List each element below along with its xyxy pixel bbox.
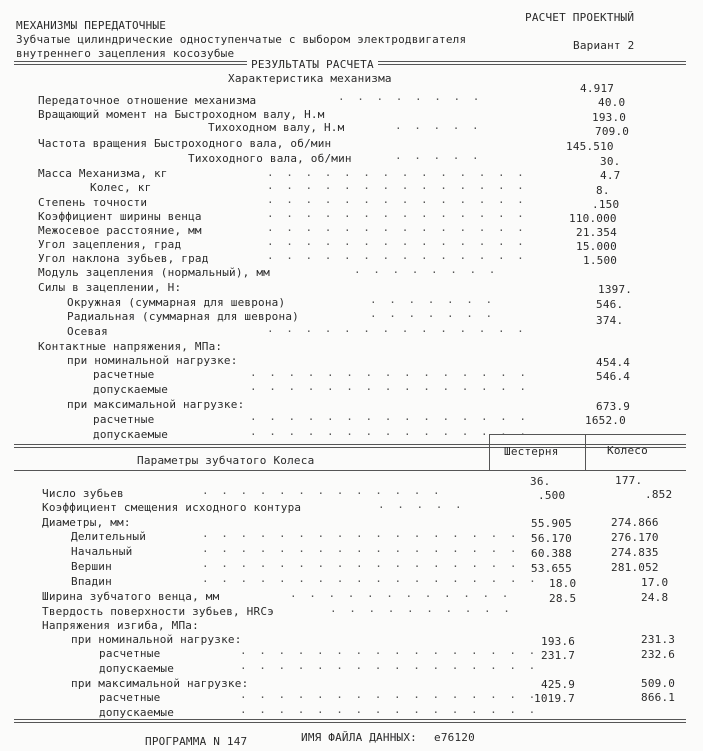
dot-leader: . . . . . xyxy=(395,119,482,132)
table-cell-pinion: 36. xyxy=(530,475,551,488)
dot-leader: . . . . . . . xyxy=(370,307,496,320)
divider xyxy=(585,434,586,470)
row-label: Угол наклона зубьев, град xyxy=(38,252,209,265)
dot-leader: . . . . . . . . . . . . . . . . . . xyxy=(202,542,539,555)
table-row-label: Вершин xyxy=(71,560,112,573)
table-cell-wheel: 231.3 xyxy=(641,633,676,646)
table-row-label: Впадин xyxy=(71,575,112,588)
table-cell-pinion: 53.655 xyxy=(531,562,572,575)
table-row-label: допускаемые xyxy=(99,662,175,675)
row-label: Передаточное отношение механизма xyxy=(38,94,257,107)
row-label: допускаемые xyxy=(93,383,169,396)
calc-type-label: РАСЧЕТ ПРОЕКТНЫЙ xyxy=(525,11,635,24)
dot-leader: . . . . . xyxy=(395,149,482,162)
dot-leader: . . . . . . . . . . xyxy=(330,602,513,615)
table-cell-pinion: 231.7 xyxy=(541,649,576,662)
dot-leader: . . . . . . . . . . . . . . . xyxy=(250,380,530,393)
dot-leader: . . . . . . . . . . . . . . xyxy=(267,207,527,220)
dot-leader: . . . . . . . . . . . . . . . . . . xyxy=(202,527,539,540)
table-row-label: при максимальной нагрузке: xyxy=(71,677,249,690)
row-label: Межосевое расстояние, мм xyxy=(38,224,202,237)
dot-leader: . . . . . . . . . . . . . . xyxy=(267,193,527,206)
divider xyxy=(14,470,686,471)
header-title: МЕХАНИЗМЫ ПЕРЕДАТОЧНЫЕ xyxy=(16,19,167,32)
row-label: Частота вращения Быстроходного вала, об/мин xyxy=(38,137,332,150)
row-label: Модуль зацепления (нормальный), мм xyxy=(38,266,270,279)
row-value: 1.500 xyxy=(583,254,618,267)
table-cell-wheel: 24.8 xyxy=(641,591,669,604)
dot-leader: . . . . . . . . . . . . . . . . xyxy=(240,659,539,672)
table-cell-wheel: 274.835 xyxy=(611,546,659,559)
table-cell-pinion: 28.5 xyxy=(549,592,577,605)
row-label: Колес, кг xyxy=(90,181,152,194)
dot-leader: . . . . . . . . . . . . . . xyxy=(267,322,527,335)
dot-leader: . . . . . . . . . . . . . . . xyxy=(250,410,530,423)
row-label: Контактные напряжения, МПа: xyxy=(38,340,223,353)
dot-leader: . . . . . . . . . . . . . xyxy=(202,484,443,497)
data-file-name: e76120 xyxy=(434,731,475,744)
header-subtitle: Зубчатые цилиндрические одноступенчатые с выбором электродвигателя xyxy=(16,33,467,46)
row-value: 145.510 xyxy=(566,140,614,153)
program-number: ПРОГРАММА N 147 xyxy=(145,735,248,748)
divider xyxy=(489,434,686,435)
table-cell-pinion: 18.0 xyxy=(549,577,577,590)
dot-leader: . . . . . xyxy=(378,498,465,511)
table-row-label: Начальный xyxy=(71,545,133,558)
table-row-label: Число зубьев xyxy=(42,487,124,500)
row-value: 21.354 xyxy=(576,226,617,239)
dot-leader: . . . . . . . . . . . . . . xyxy=(267,166,527,179)
row-value: 374. xyxy=(596,314,624,327)
dot-leader: . . . . . . . . . . . . xyxy=(290,587,512,600)
row-value: 40.0 xyxy=(598,96,626,109)
row-label: Угол зацепления, град xyxy=(38,238,182,251)
row-label: Окружная (суммарная для шеврона) xyxy=(67,296,286,309)
dot-leader: . . . . . . . . . . . . . . xyxy=(267,179,527,192)
table-row-label: Твердость поверхности зубьев, HRCэ xyxy=(42,605,274,618)
table-cell-wheel: 177. xyxy=(615,474,643,487)
dot-leader: . . . . . . . . . . . . . . xyxy=(267,221,527,234)
table-row-label: Ширина зубчатого венца, мм xyxy=(42,590,220,603)
dot-leader: . . . . . . . . . . . . . . . . xyxy=(240,703,539,716)
dot-leader: . . . . . . . . . . . . . . . . . . xyxy=(202,557,539,570)
row-value: 546.4 xyxy=(596,370,631,383)
table-row-label: при номинальной нагрузке: xyxy=(71,633,242,646)
row-value: 673.9 xyxy=(596,400,631,413)
table-cell-pinion: .500 xyxy=(538,489,566,502)
row-value: 709.0 xyxy=(595,125,630,138)
row-value: 8. xyxy=(596,184,610,197)
table-cell-pinion: 193.6 xyxy=(541,635,576,648)
dot-leader: . . . . . . . . xyxy=(338,90,483,103)
table-cell-wheel: 509.0 xyxy=(641,677,676,690)
row-value: 1397. xyxy=(598,283,633,296)
header-subtitle-2: внутреннего зацепления косозубые xyxy=(16,47,235,60)
row-label: допускаемые xyxy=(93,428,169,441)
dot-leader: . . . . . . . . . . . . . . . xyxy=(250,425,530,438)
column-header-pinion: Шестерня xyxy=(504,445,559,458)
divider xyxy=(489,434,490,470)
table-cell-wheel: 276.170 xyxy=(611,531,659,544)
row-label: Силы в зацеплении, Н: xyxy=(38,281,182,294)
dot-leader: . . . . . . . . xyxy=(354,263,499,276)
row-label: Осевая xyxy=(67,325,108,338)
row-label: расчетные xyxy=(93,368,155,381)
row-label: Коэффициент ширины венца xyxy=(38,210,202,223)
row-value: 30. xyxy=(600,155,621,168)
table-cell-pinion: 55.905 xyxy=(531,517,572,530)
table-cell-pinion: 1019.7 xyxy=(534,692,575,705)
row-label: Радиальная (суммарная для шеврона) xyxy=(67,310,299,323)
table-cell-wheel: 866.1 xyxy=(641,691,676,704)
results-title: РЕЗУЛЬТАТЫ РАСЧЕТА xyxy=(247,58,378,71)
row-value: 454.4 xyxy=(596,356,631,369)
row-value: 193.0 xyxy=(592,111,627,124)
table-title: Параметры зубчатого Колеса xyxy=(137,454,315,467)
row-label: Степень точности xyxy=(38,196,148,209)
dot-leader: . . . . . . . . . . . . . . xyxy=(267,235,527,248)
table-row-label: Коэффициент смещения исходного контура xyxy=(42,501,302,514)
row-label: Тихоходном валу, Н.м xyxy=(208,121,345,134)
row-value: 4.7 xyxy=(600,169,621,182)
row-label: при максимальной нагрузке: xyxy=(67,398,245,411)
row-value: 4.917 xyxy=(580,82,615,95)
row-label: Вращающий момент на Быстроходном валу, Н.м xyxy=(38,108,325,121)
table-row-label: Напряжения изгиба, МПа: xyxy=(42,619,199,632)
row-label: при номинальной нагрузке: xyxy=(67,354,238,367)
table-cell-pinion: 56.170 xyxy=(531,532,572,545)
table-cell-wheel: 274.866 xyxy=(611,516,659,529)
dot-leader: . . . . . . . . . . . . . . . xyxy=(250,366,530,379)
table-cell-pinion: 60.388 xyxy=(531,547,572,560)
table-row-label: расчетные xyxy=(99,691,161,704)
column-header-wheel: Колесо xyxy=(607,444,648,457)
table-row-label: расчетные xyxy=(99,647,161,660)
row-label: Масса Механизма, кг xyxy=(38,167,168,180)
data-file-label: ИМЯ ФАЙЛА ДАННЫХ: xyxy=(301,731,417,744)
dot-leader: . . . . . . . . . . . . . . xyxy=(267,249,527,262)
table-row-label: допускаемые xyxy=(99,706,175,719)
dot-leader: . . . . . . . xyxy=(370,293,496,306)
table-cell-wheel: 17.0 xyxy=(641,576,669,589)
row-value: .150 xyxy=(592,198,620,211)
dot-leader: . . . . . . . . . . . . . . . . xyxy=(240,688,539,701)
row-label: Тихоходного вала, об/мин xyxy=(188,152,352,165)
table-cell-wheel: 281.052 xyxy=(611,561,659,574)
variant-label: Вариант 2 xyxy=(573,39,635,52)
table-row-label: Делительный xyxy=(71,530,147,543)
table-cell-wheel: 232.6 xyxy=(641,648,676,661)
row-value: 1652.0 xyxy=(585,414,626,427)
row-label: расчетные xyxy=(93,413,155,426)
dot-leader: . . . . . . . . . . . . . . . . xyxy=(240,644,539,657)
divider xyxy=(14,719,686,723)
table-row-label: Диаметры, мм: xyxy=(42,516,131,529)
row-value: 110.000 xyxy=(569,212,617,225)
dot-leader: . . . . . . . . . . . . . . . . . . xyxy=(202,572,539,585)
table-cell-wheel: .852 xyxy=(645,488,673,501)
row-value: 546. xyxy=(596,298,624,311)
table-cell-pinion: 425.9 xyxy=(541,678,576,691)
section-title: Характеристика механизма xyxy=(228,72,392,85)
row-value: 15.000 xyxy=(576,240,617,253)
